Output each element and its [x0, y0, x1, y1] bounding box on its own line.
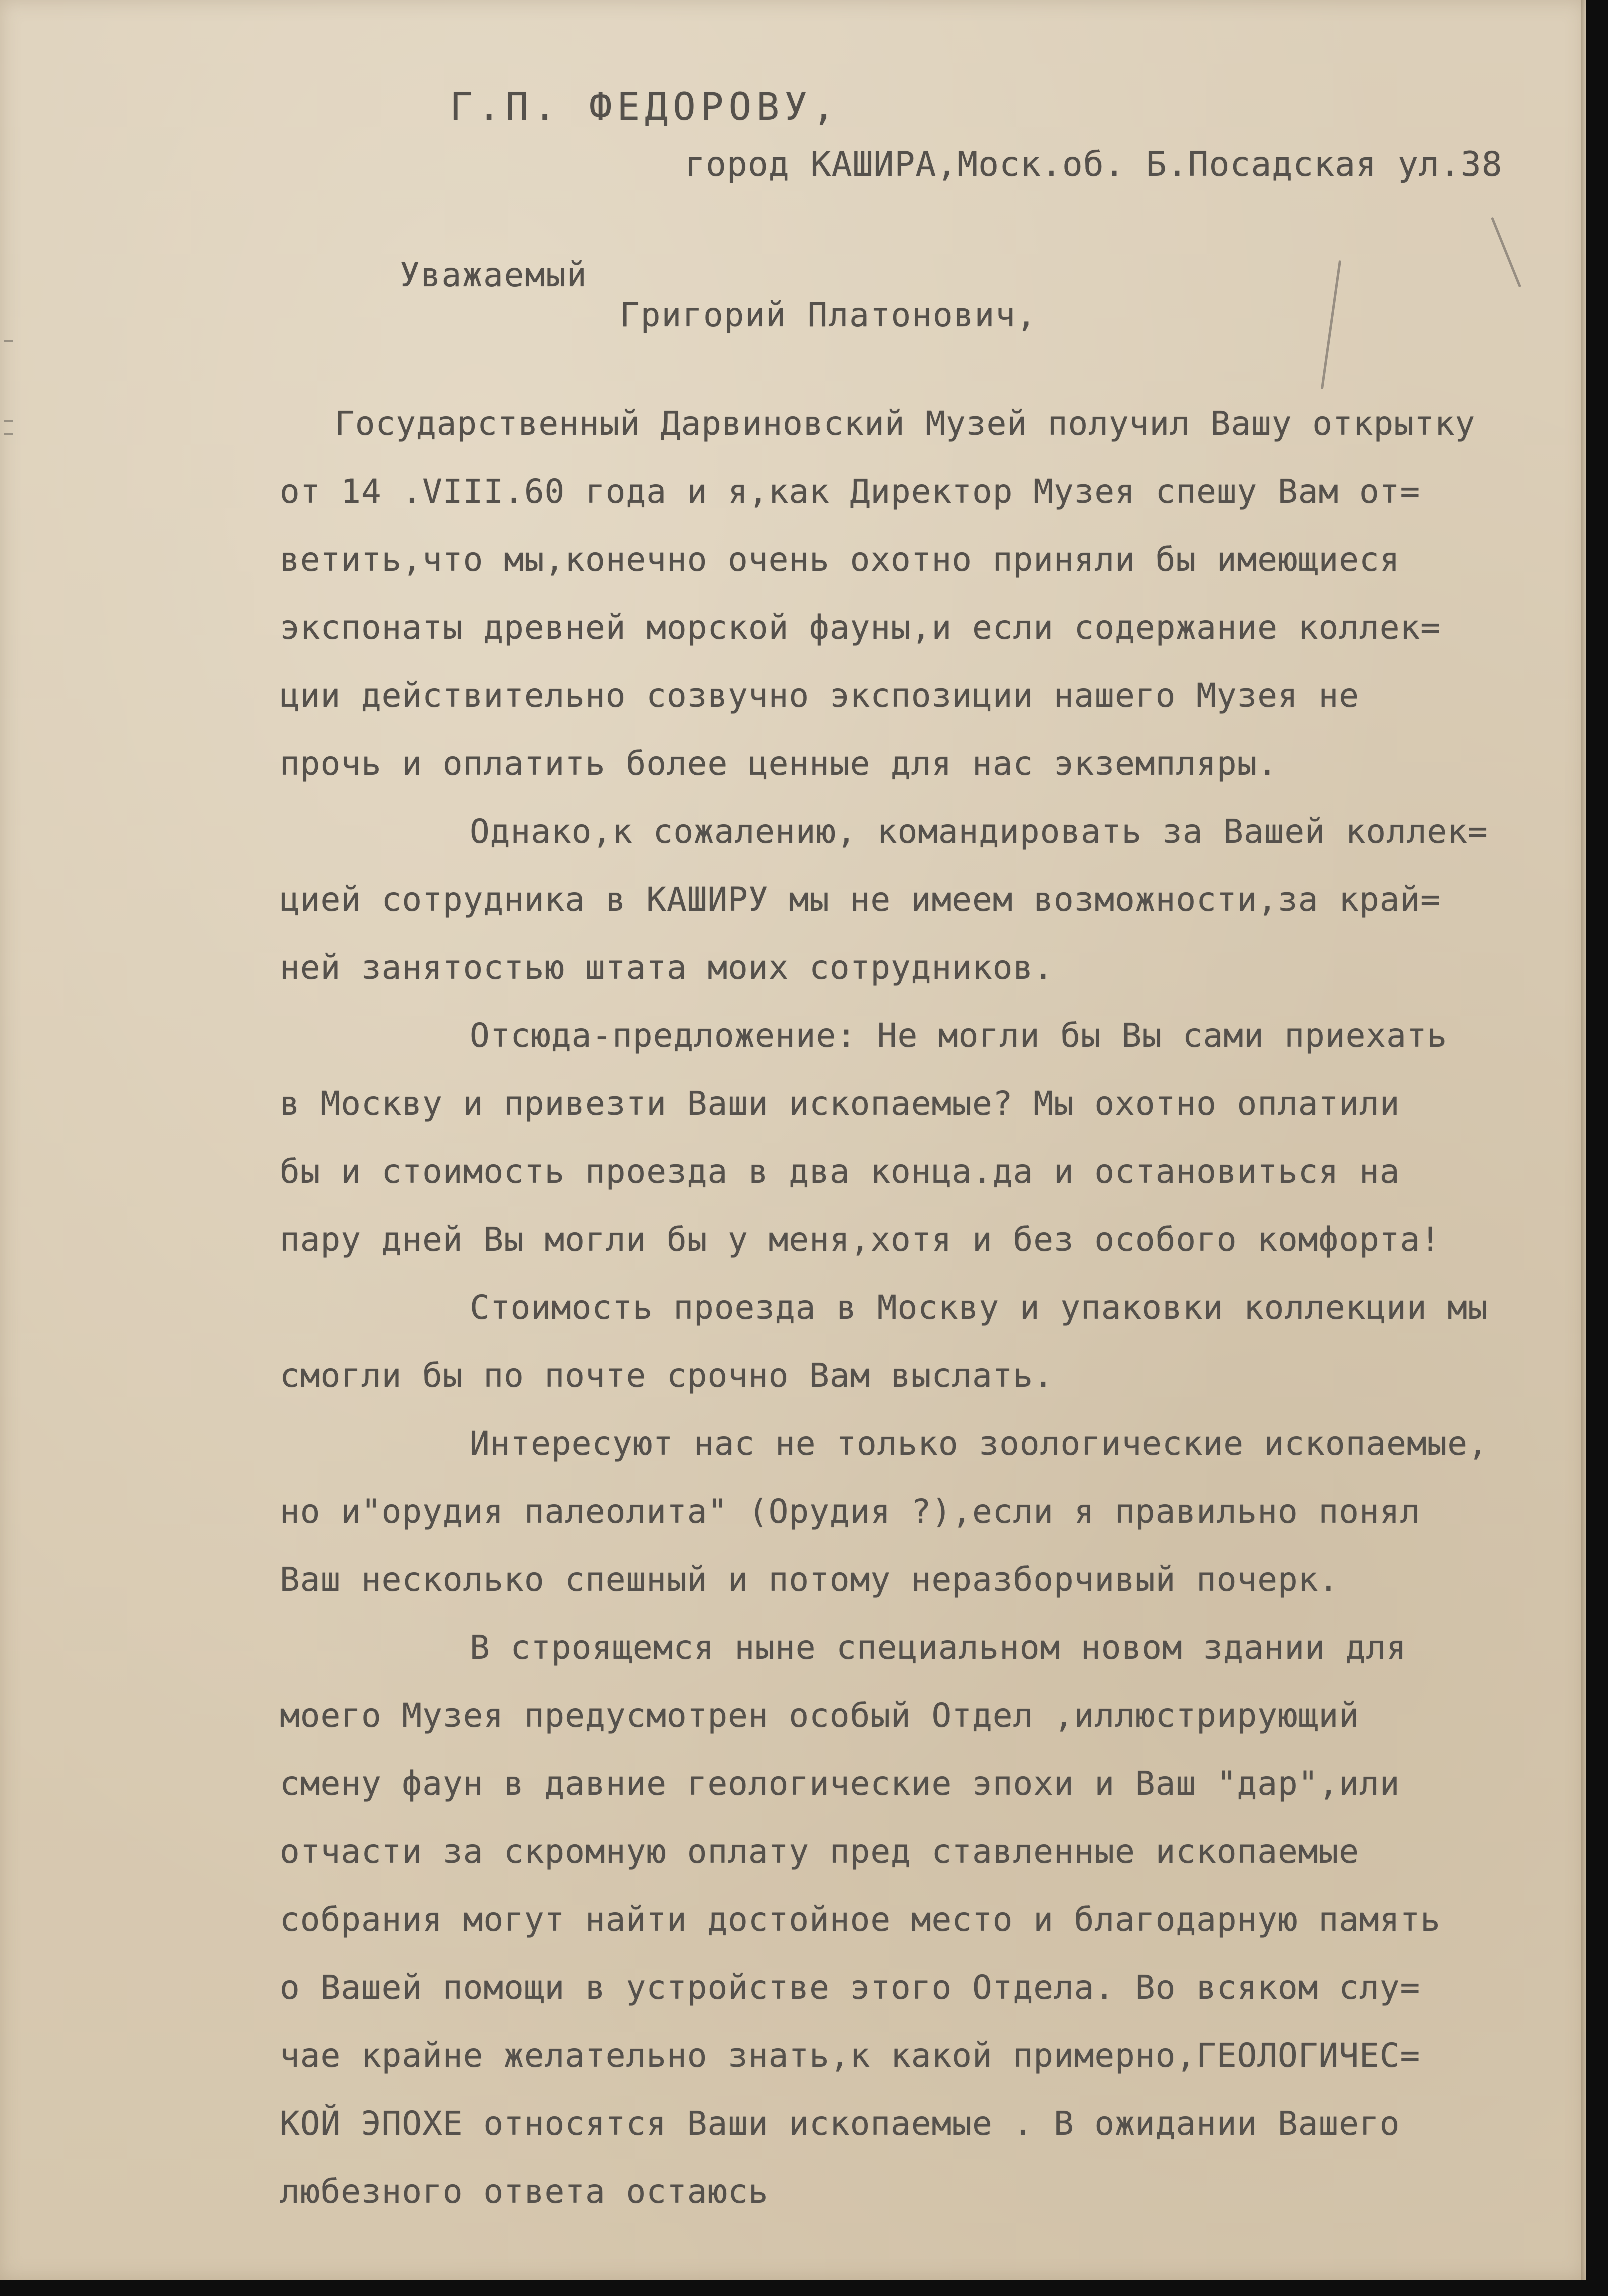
letter-line: ции действительно созвучно экспозиции нашего Музея не — [280, 676, 1360, 715]
letter-line: ней занятостью штата моих сотрудников. — [280, 948, 1054, 987]
letter-line: Однако,к сожалению, командировать за Вашей коллек= — [470, 812, 1488, 851]
letter-line: любезного ответа остаюсь — [280, 2172, 769, 2211]
letter-line: смогли бы по почте срочно Вам выслать. — [280, 1356, 1054, 1395]
salutation: Уважаемый — [400, 256, 588, 294]
letter-line: цией сотрудника в КАШИРУ мы не имеем возможности,за край= — [280, 880, 1441, 919]
pencil-stroke-mark — [1491, 218, 1522, 288]
letter-line: Стоимость проезда в Москву и упаковки коллекции мы — [470, 1288, 1488, 1327]
letter-line: Интересуют нас не только зоологические ископаемые, — [470, 1424, 1488, 1463]
letter-line: чае крайне желательно знать,к какой примерно,ГЕОЛОГИЧЕС= — [280, 2036, 1421, 2075]
recipient-name: Г.П. ФЕДОРОВУ, — [450, 84, 840, 129]
page-edge-shadow — [1581, 0, 1586, 2280]
letter-line: Отсюда-предложение: Не могли бы Вы сами приехать — [470, 1016, 1448, 1055]
letter-line: экспонаты древней морской фауны,и если содержание коллек= — [280, 608, 1441, 647]
letter-line: КОЙ ЭПОХЕ относятся Ваши ископаемые . В ожидании Вашего — [280, 2104, 1400, 2143]
letter-line: отчасти за скромную оплату пред ставленные ископаемые — [280, 1832, 1360, 1871]
letter-line: Ваш несколько спешный и потому неразборчивый почерк. — [280, 1560, 1340, 1599]
letter-line: В строящемся ныне специальном новом здании для — [470, 1628, 1407, 1667]
letter-line: пару дней Вы могли бы у меня,хотя и без особого комфорта! — [280, 1220, 1441, 1259]
letter-line: в Москву и привезти Ваши ископаемые? Мы охотно оплатили — [280, 1084, 1400, 1123]
pencil-stroke-mark — [1321, 260, 1342, 390]
recipient-address: город КАШИРА,Моск.об. Б.Посадская ул.38 — [685, 145, 1503, 184]
letter-line: Государственный Дарвиновский Музей получил Вашу открытку — [335, 404, 1476, 443]
letter-line: бы и стоимость проезда в два конца.да и остановиться на — [280, 1152, 1400, 1191]
salutation-name: Григорий Платонович, — [620, 296, 1038, 334]
letter-line: от 14 .VIII.60 года и я,как Директор Музея спешу Вам от= — [280, 472, 1421, 511]
letter-body — [280, 390, 1580, 2226]
letter-line: но и"орудия палеолита" (Орудия ?),если я правильно понял — [280, 1492, 1421, 1531]
margin-marks — [0, 340, 20, 470]
letter-line: прочь и оплатить более ценные для нас экземпляры. — [280, 744, 1278, 783]
letter-line: моего Музея предусмотрен особый Отдел ,иллюстрирующий — [280, 1696, 1360, 1735]
letter-line: ветить,что мы,конечно очень охотно приняли бы имеющиеся — [280, 540, 1400, 579]
letter-line: смену фаун в давние геологические эпохи и Ваш "дар",или — [280, 1764, 1400, 1803]
letter-line: о Вашей помощи в устройстве этого Отдела. Во всяком слу= — [280, 1968, 1421, 2007]
letter-line: собрания могут найти достойное место и благодарную память — [280, 1900, 1441, 1939]
